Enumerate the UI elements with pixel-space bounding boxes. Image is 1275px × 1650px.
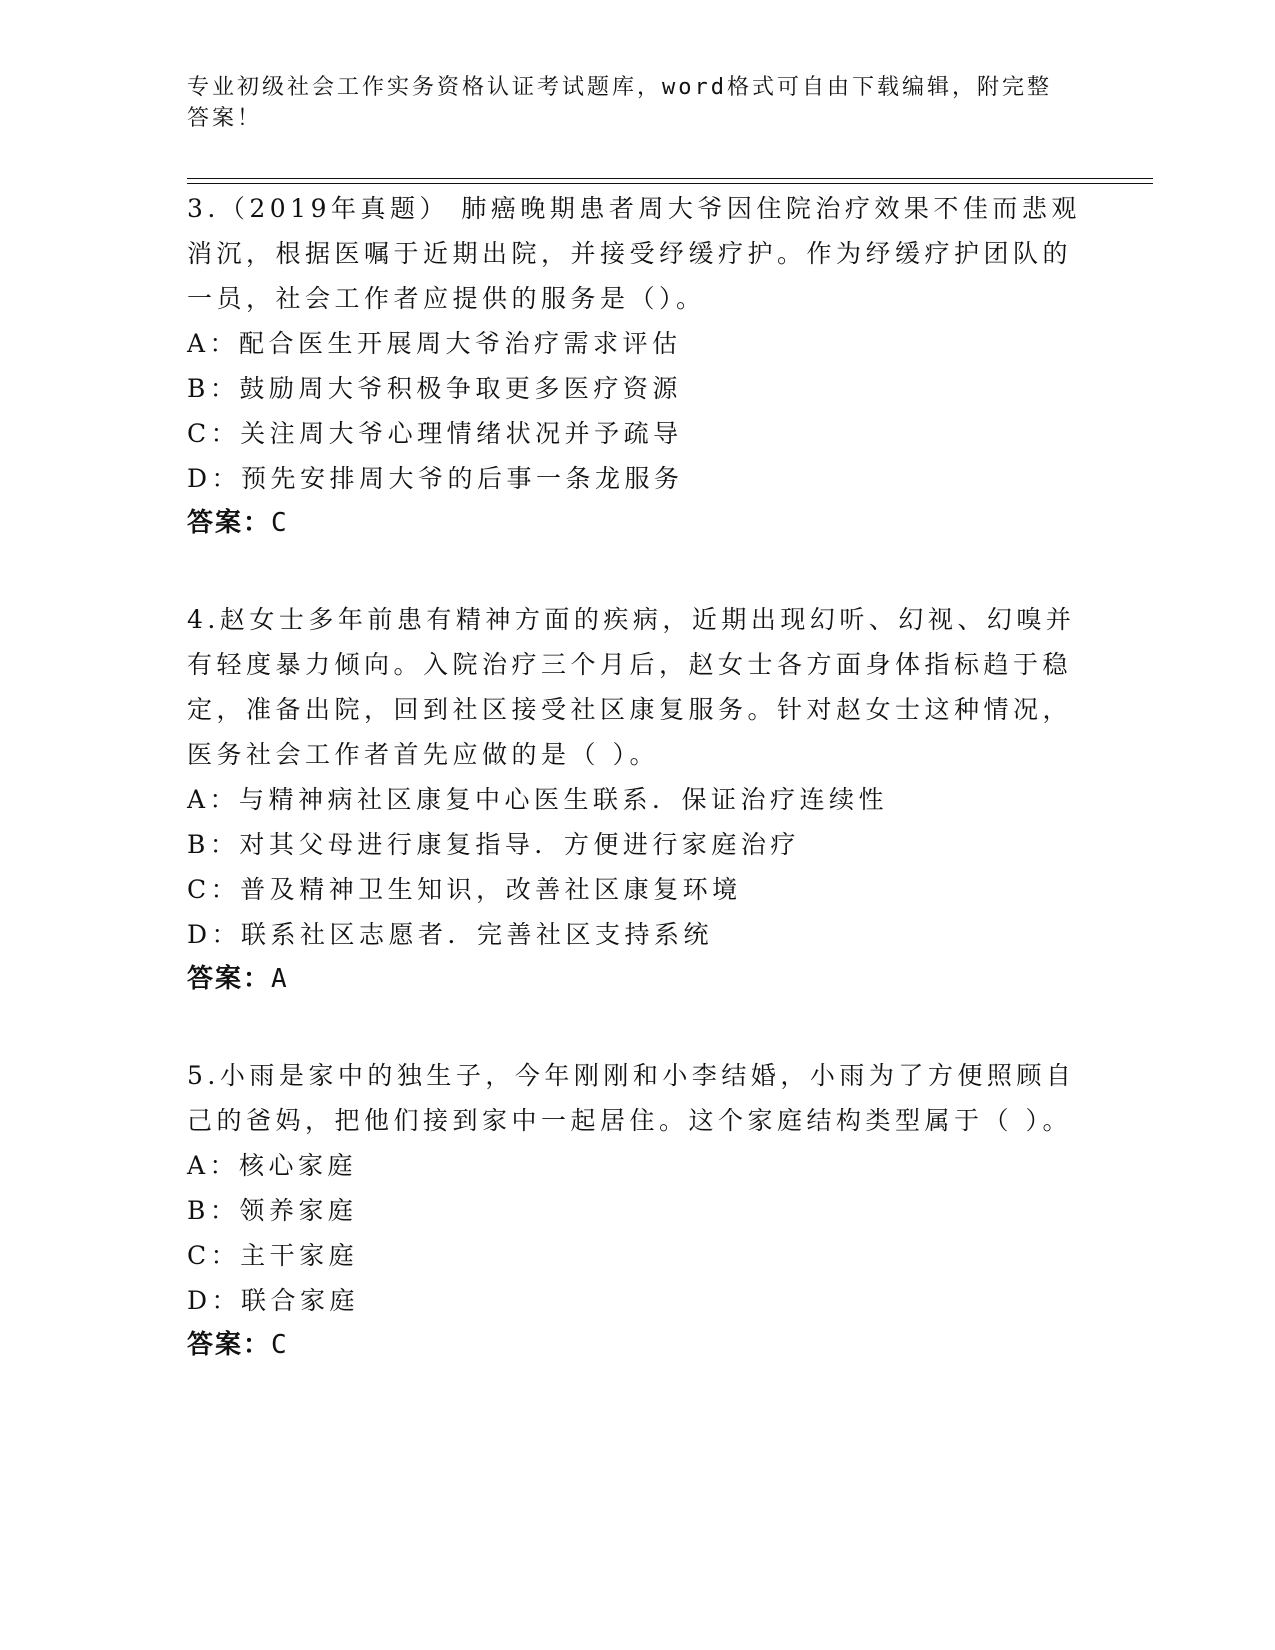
question-stem: 4.赵女士多年前患有精神方面的疾病，近期出现幻听、幻视、幻嗅并有轻度暴力倾向。入院治疗三个月后，赵女士各方面身体指标趋于稳定，准备出院，回到社区接受社区康复服务。针对赵女士这种情况，医务社会工作者首先应做的是（ ）。 bbox=[187, 605, 1076, 769]
answer-label: 答案： bbox=[187, 964, 272, 994]
question-5 bbox=[187, 1053, 1087, 1368]
answer-line bbox=[187, 1323, 1087, 1368]
option-d: D：联合家庭 bbox=[187, 1286, 360, 1315]
option-a: A：与精神病社区康复中心医生联系．保证治疗连续性 bbox=[187, 785, 889, 814]
answer-line bbox=[187, 957, 1087, 1002]
option-c: C：主干家庭 bbox=[187, 1241, 359, 1270]
answer-label: 答案： bbox=[187, 1330, 272, 1360]
header-divider-top bbox=[187, 178, 1153, 179]
option-c: C：普及精神卫生知识，改善社区康复环境 bbox=[187, 875, 742, 904]
option-d: D：预先安排周大爷的后事一条龙服务 bbox=[187, 464, 684, 493]
question-stem: 5.小雨是家中的独生子，今年刚刚和小李结婚，小雨为了方便照顾自己的爸妈，把他们接到家中一起居住。这个家庭结构类型属于（ ）。 bbox=[187, 1061, 1076, 1135]
answer-value: A bbox=[271, 964, 289, 994]
option-b: B：鼓励周大爷积极争取更多医疗资源 bbox=[187, 374, 682, 403]
option-a: A：核心家庭 bbox=[187, 1151, 358, 1180]
answer-label: 答案： bbox=[187, 508, 272, 538]
question-3 bbox=[187, 186, 1087, 546]
option-a: A：配合医生开展周大爷治疗需求评估 bbox=[187, 329, 682, 358]
question-4 bbox=[187, 597, 1087, 1002]
answer-value: C bbox=[271, 508, 289, 538]
document-header: 专业初级社会工作实务资格认证考试题库，word格式可自由下载编辑，附完整答案！ bbox=[187, 75, 1052, 131]
option-d: D：联系社区志愿者．完善社区支持系统 bbox=[187, 920, 714, 949]
answer-value: C bbox=[271, 1330, 289, 1360]
option-c: C：关注周大爷心理情绪状况并予疏导 bbox=[187, 419, 683, 448]
answer-line bbox=[187, 501, 1087, 546]
option-b: B：领养家庭 bbox=[187, 1196, 358, 1225]
option-b: B：对其父母进行康复指导．方便进行家庭治疗 bbox=[187, 830, 800, 859]
header-divider-bottom bbox=[187, 183, 1153, 184]
question-stem: 3.（2019年真题） 肺癌晚期患者周大爷因住院治疗效果不佳而悲观消沉，根据医嘱于近期出院，并接受纾缓疗护。作为纾缓疗护团队的一员，社会工作者应提供的服务是（）。 bbox=[187, 194, 1081, 313]
